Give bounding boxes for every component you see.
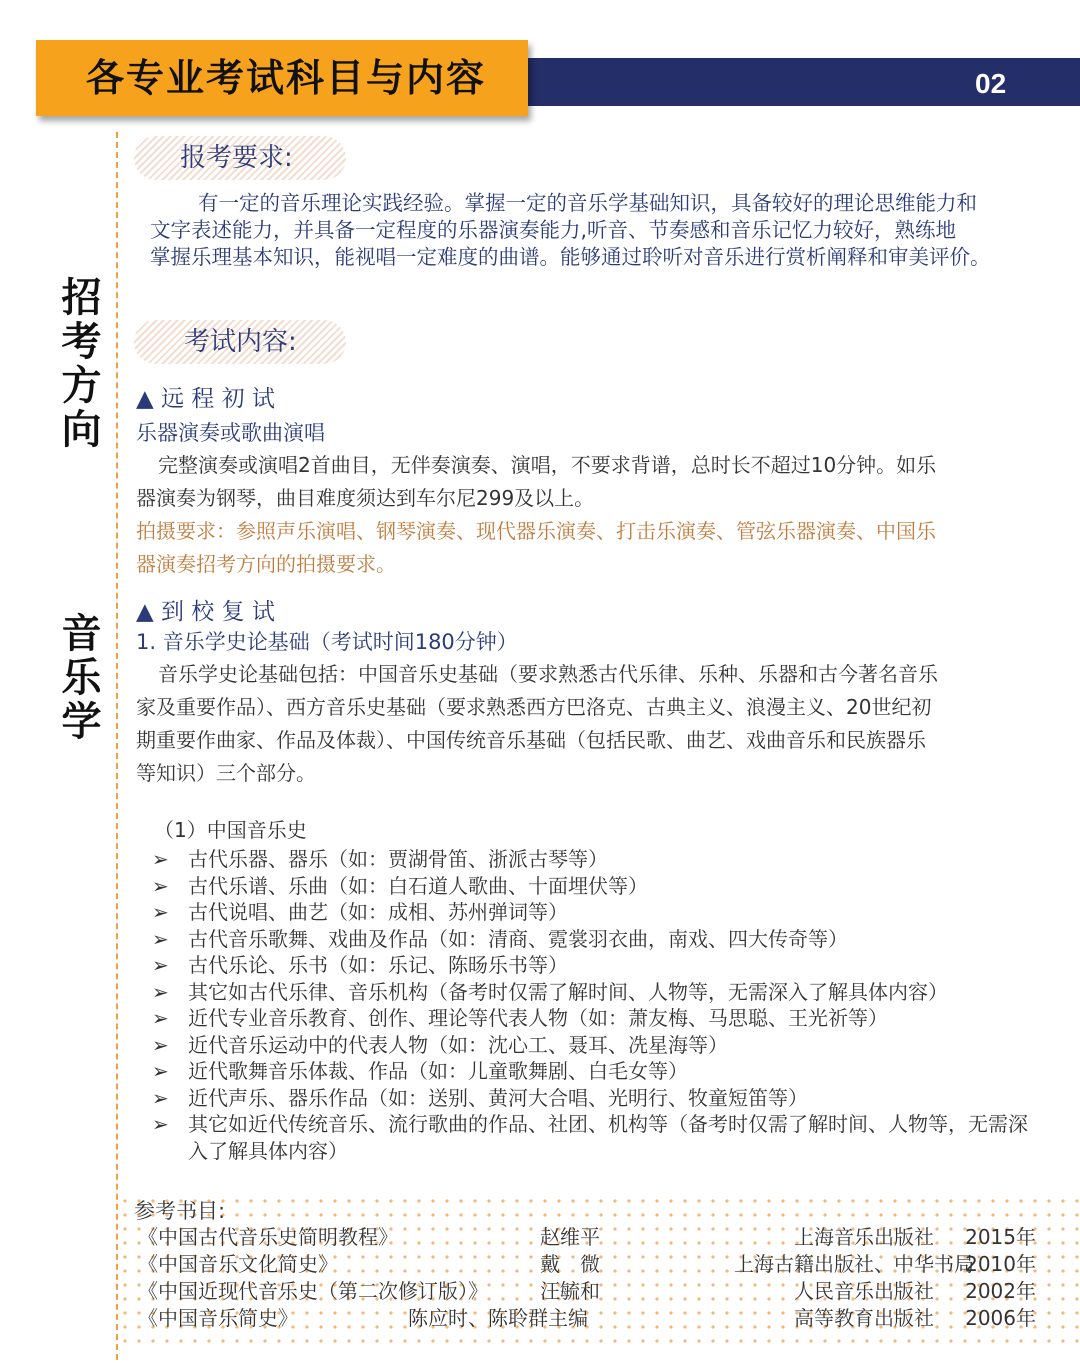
page-title: 各专业考试科目与内容 <box>86 56 487 100</box>
book-author: 戴 微 <box>540 1252 600 1276</box>
onsite-line-4: 等知识）三个部分。 <box>136 761 316 785</box>
remote-note-1: 拍摄要求：参照声乐演唱、钢琴演奏、现代器乐演奏、打击乐演奏、管弦乐器演奏、中国乐 <box>136 519 936 543</box>
book-year: 2002年 <box>965 1279 1036 1303</box>
arrow-bullet-icon: ➢ <box>152 1112 169 1136</box>
list-item: ➢ 近代歌舞音乐体裁、作品（如：儿童歌舞剧、白毛女等） <box>152 1059 688 1083</box>
remote-title: ▲ 远 程 初 试 <box>136 386 275 412</box>
exam-heading: 考试内容: <box>184 327 297 357</box>
book-title: 《中国音乐文化简史》 <box>138 1252 338 1276</box>
book-publisher: 上海古籍出版社、中华书局 <box>734 1252 974 1276</box>
list-item: ➢ 古代乐器、器乐（如：贾湖骨笛、浙派古琴等） <box>152 847 608 871</box>
reference-row <box>134 1305 1044 1331</box>
list-item: ➢ 近代声乐、器乐作品（如：送别、黄河大合唱、光明行、牧童短笛等） <box>152 1085 808 1110</box>
book-publisher: 高等教育出版社 <box>794 1306 934 1330</box>
list-item: ➢ 古代乐论、乐书（如：乐记、陈旸乐书等） <box>152 953 568 977</box>
arrow-bullet-icon: ➢ <box>152 979 169 1004</box>
list-item: ➢ 近代音乐运动中的代表人物（如：沈心工、聂耳、冼星海等） <box>152 1032 728 1057</box>
reference-row <box>134 1278 1044 1304</box>
arrow-bullet-icon: ➢ <box>152 1085 169 1110</box>
arrow-bullet-icon: ➢ <box>152 1006 169 1030</box>
book-author: 汪毓和 <box>540 1279 600 1303</box>
reference-row <box>134 1224 1044 1250</box>
arrow-bullet-icon: ➢ <box>152 900 169 924</box>
chinese-music-history-list <box>152 846 1042 1164</box>
requirements-heading: 报考要求: <box>180 143 293 173</box>
requirements-line-2: 文字表述能力，并具备一定程度的乐器演奏能力,听音、节奏感和音乐记忆力较好，熟练地 <box>150 218 957 242</box>
list-item: ➢ 古代说唱、曲艺（如：成相、苏州弹词等） <box>152 900 568 924</box>
remote-subtitle: 乐器演奏或歌曲演唱 <box>136 421 325 445</box>
book-title: 《中国音乐简史》 <box>138 1306 298 1330</box>
remote-line-2: 器演奏为钢琴，曲目难度须达到车尔尼299及以上。 <box>136 486 595 510</box>
chinese-music-history-title: （1）中国音乐史 <box>154 818 307 842</box>
arrow-bullet-icon: ➢ <box>152 847 169 871</box>
arrow-bullet-icon: ➢ <box>152 1032 169 1057</box>
vertical-divider <box>116 132 118 1360</box>
major-label: 音乐学 <box>55 612 101 744</box>
onsite-line-3: 期重要作曲家、作品及体裁）、中国传统音乐基础（包括民歌、曲艺、戏曲音乐和民族器乐 <box>136 728 926 752</box>
arrow-bullet-icon: ➢ <box>152 926 169 951</box>
direction-label: 招考方向 <box>55 276 101 452</box>
book-year: 2006年 <box>965 1306 1036 1330</box>
book-author: 赵维平 <box>540 1225 600 1249</box>
remote-note-2: 器演奏招考方向的拍摄要求。 <box>136 552 396 576</box>
remote-line-1: 完整演奏或演唱2首曲目，无伴奏演奏、演唱，不要求背谱，总时长不超过10分钟。如乐 <box>158 453 937 477</box>
book-title: 《中国古代音乐史简明教程》 <box>138 1225 398 1249</box>
list-item: ➢ 近代专业音乐教育、创作、理论等代表人物（如：萧友梅、马思聪、王光祈等） <box>152 1006 888 1030</box>
list-item: ➢ 古代音乐歌舞、戏曲及作品（如：清商、霓裳羽衣曲，南戏、四大传奇等） <box>152 926 848 951</box>
book-year: 2015年 <box>965 1225 1036 1249</box>
page-number: 02 <box>975 68 1007 99</box>
reference-row <box>134 1251 1044 1277</box>
onsite-line-2: 家及重要作品）、西方音乐史基础（要求熟悉西方巴洛克、古典主义、浪漫主义、20世纪初 <box>136 695 932 719</box>
book-title: 《中国近现代音乐史（第二次修订版）》 <box>138 1279 488 1303</box>
book-publisher: 上海音乐出版社 <box>794 1225 934 1249</box>
arrow-bullet-icon: ➢ <box>152 1059 169 1083</box>
onsite-line-1: 音乐学史论基础包括：中国音乐史基础（要求熟悉古代乐律、乐种、乐器和古今著名音乐 <box>158 662 938 686</box>
book-publisher: 人民音乐出版社 <box>794 1279 934 1303</box>
book-year: 2010年 <box>965 1252 1036 1276</box>
references-heading: 参考书目: <box>134 1199 226 1223</box>
list-item: ➢ 其它如古代乐律、音乐机构（备考时仅需了解时间、人物等，无需深入了解具体内容） <box>152 979 948 1004</box>
arrow-bullet-icon: ➢ <box>152 873 169 898</box>
list-item: ➢ 古代乐谱、乐曲（如：白石道人歌曲、十面埋伏等） <box>152 873 648 898</box>
arrow-bullet-icon: ➢ <box>152 953 169 977</box>
requirements-line-1: 有一定的音乐理论实践经验。掌握一定的音乐学基础知识，具备较好的理论思维能力和 <box>198 191 977 215</box>
requirements-line-3: 掌握乐理基本知识，能视唱一定难度的曲谱。能够通过聆听对音乐进行赏析阐释和审美评价。 <box>150 245 991 269</box>
book-author: 陈应时、陈聆群主编 <box>408 1306 588 1330</box>
onsite-title: ▲ 到 校 复 试 <box>136 599 275 625</box>
onsite-subtitle: 1. 音乐学史论基础（考试时间180分钟） <box>136 630 518 654</box>
list-item: ➢ 其它如近代传统音乐、流行歌曲的作品、社团、机构等（备考时仅需了解时间、人物等，无需深入了解具体内容） <box>152 1112 1028 1163</box>
